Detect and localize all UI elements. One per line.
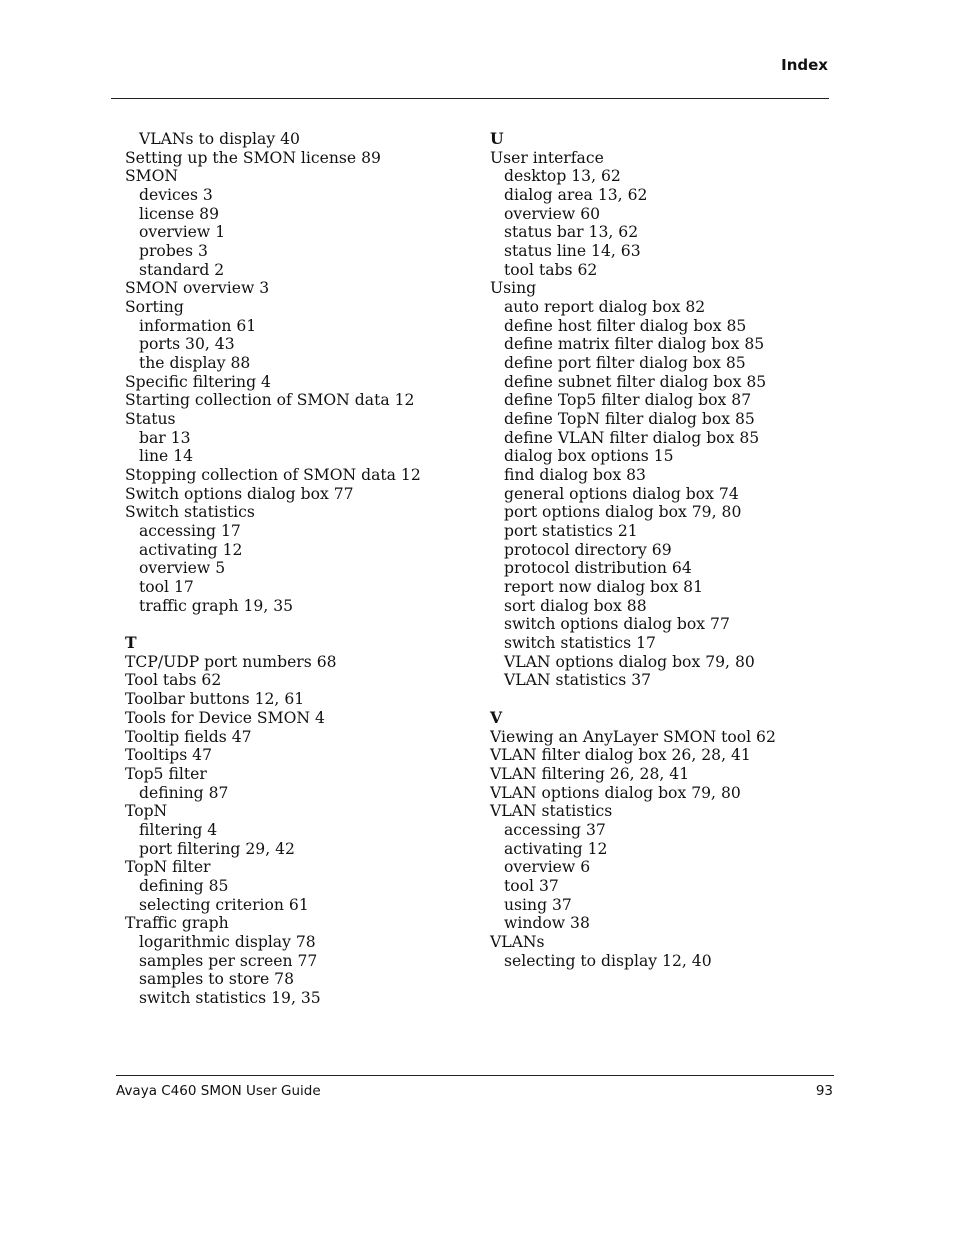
- section-spacer: [490, 690, 830, 709]
- index-entry: Setting up the SMON license 89: [125, 148, 381, 167]
- index-subentry: define port filter dialog box 85: [504, 354, 746, 373]
- index-subentry: define subnet filter dialog box 85: [504, 372, 767, 391]
- index-entry: Sorting: [125, 298, 184, 317]
- index-subentry: VLANs to display 40: [139, 130, 300, 148]
- index-subentry: protocol directory 69: [504, 540, 672, 559]
- index-subentry: using 37: [504, 895, 572, 914]
- index-subentry: desktop 13, 62: [504, 167, 621, 186]
- index-subentry: selecting criterion 61: [139, 895, 309, 914]
- index-entry: Switch options dialog box 77: [125, 484, 354, 503]
- index-entry: Tool tabs 62: [125, 671, 222, 690]
- index-subentry: general options dialog box 74: [504, 484, 739, 503]
- index-section-letter: V: [490, 707, 503, 727]
- index-subentry: port statistics 21: [504, 522, 638, 541]
- index-subentry: probes 3: [139, 242, 208, 261]
- index-entry: VLAN statistics: [490, 802, 613, 821]
- index-subentry: devices 3: [139, 186, 213, 205]
- index-subentry: sort dialog box 88: [504, 596, 647, 615]
- index-subentry: the display 88: [139, 354, 251, 373]
- index-entry: Switch statistics: [125, 503, 255, 522]
- index-subentry: port filtering 29, 42: [139, 839, 295, 858]
- index-entry: Using: [490, 279, 537, 298]
- index-subentry: window 38: [504, 914, 590, 933]
- index-entry: Tools for Device SMON 4: [125, 708, 325, 727]
- index-subentry: dialog box options 15: [504, 447, 674, 466]
- index-subentry: defining 85: [139, 876, 229, 895]
- index-subentry: overview 5: [139, 559, 226, 578]
- footer-document-title: Avaya C460 SMON User Guide: [116, 1083, 321, 1099]
- index-subentry: samples to store 78: [139, 970, 294, 989]
- index-subentry: protocol distribution 64: [504, 559, 692, 578]
- index-entry: Specific filtering 4: [125, 372, 271, 391]
- index-subentry: auto report dialog box 82: [504, 298, 706, 317]
- index-subentry: tool 17: [139, 578, 194, 597]
- index-section-letter: T: [125, 633, 137, 653]
- index-entry: VLANs: [490, 932, 545, 951]
- index-subentry: switch options dialog box 77: [504, 615, 730, 634]
- index-entry: SMON: [125, 167, 179, 186]
- index-subentry: logarithmic display 78: [139, 932, 316, 951]
- index-entry: TCP/UDP port numbers 68: [125, 652, 337, 671]
- index-entry: TopN filter: [125, 858, 211, 877]
- index-entry: User interface: [490, 148, 604, 167]
- footer-divider: [116, 1075, 834, 1076]
- index-subentry: filtering 4: [139, 820, 218, 839]
- index-subentry: information 61: [139, 316, 257, 335]
- index-entry: TopN: [125, 802, 168, 821]
- index-subentry: report now dialog box 81: [504, 578, 704, 597]
- index-subentry: selecting to display 12, 40: [504, 951, 712, 970]
- index-subentry: dialog area 13, 62: [504, 186, 648, 205]
- index-subentry: port options dialog box 79, 80: [504, 503, 742, 522]
- index-subentry: activating 12: [139, 540, 243, 559]
- index-entry: VLAN filter dialog box 26, 28, 41: [490, 746, 751, 765]
- index-subentry: ports 30, 43: [139, 335, 235, 354]
- index-subentry: traffic graph 19, 35: [139, 596, 294, 615]
- index-entry: Stopping collection of SMON data 12: [125, 466, 421, 485]
- index-subentry: bar 13: [139, 428, 191, 447]
- index-entry: Top5 filter: [125, 764, 207, 783]
- index-entry: Traffic graph: [125, 914, 229, 933]
- index-entry: Tooltip fields 47: [125, 727, 252, 746]
- index-subentry: status line 14, 63: [504, 242, 641, 261]
- index-entry: VLAN filtering 26, 28, 41: [490, 764, 690, 783]
- index-subentry: accessing 17: [139, 522, 241, 541]
- index-entry: VLAN options dialog box 79, 80: [490, 783, 741, 802]
- index-subentry: find dialog box 83: [504, 466, 646, 485]
- index-subentry: define matrix filter dialog box 85: [504, 335, 765, 354]
- index-subentry: VLAN options dialog box 79, 80: [504, 652, 755, 671]
- index-subentry: standard 2: [139, 260, 225, 279]
- running-header-title: Index: [781, 56, 828, 74]
- index-subentry: overview 60: [504, 204, 601, 223]
- index-subentry: status bar 13, 62: [504, 223, 639, 242]
- index-subentry: tool 37: [504, 876, 559, 895]
- index-column-left: [125, 130, 465, 1008]
- index-subentry: activating 12: [504, 839, 608, 858]
- index-column-right: [490, 130, 830, 970]
- index-subentry: define VLAN filter dialog box 85: [504, 428, 760, 447]
- footer-page-number: 93: [815, 1083, 833, 1099]
- index-subentry: overview 6: [504, 858, 591, 877]
- index-entry: Starting collection of SMON data 12: [125, 391, 415, 410]
- index-entry: Status: [125, 410, 176, 429]
- index-subentry: VLAN statistics 37: [504, 671, 652, 690]
- index-subentry: define host filter dialog box 85: [504, 316, 747, 335]
- index-subentry: defining 87: [139, 783, 229, 802]
- index-entry: Toolbar buttons 12, 61: [125, 690, 305, 709]
- section-spacer: [125, 615, 465, 634]
- index-subentry: tool tabs 62: [504, 260, 598, 279]
- index-entry: Viewing an AnyLayer SMON tool 62: [490, 727, 776, 746]
- index-subentry: switch statistics 19, 35: [139, 988, 321, 1007]
- index-subentry: overview 1: [139, 223, 226, 242]
- index-subentry: license 89: [139, 204, 220, 223]
- index-subentry: switch statistics 17: [504, 634, 656, 653]
- index-subentry: samples per screen 77: [139, 951, 318, 970]
- index-section-letter: U: [490, 129, 504, 148]
- index-subentry: accessing 37: [504, 820, 606, 839]
- index-subentry: define Top5 filter dialog box 87: [504, 391, 752, 410]
- header-divider: [111, 98, 829, 99]
- index-subentry: define TopN filter dialog box 85: [504, 410, 755, 429]
- index-subentry: line 14: [139, 447, 194, 466]
- index-entry: SMON overview 3: [125, 279, 270, 298]
- index-entry: Tooltips 47: [125, 746, 212, 765]
